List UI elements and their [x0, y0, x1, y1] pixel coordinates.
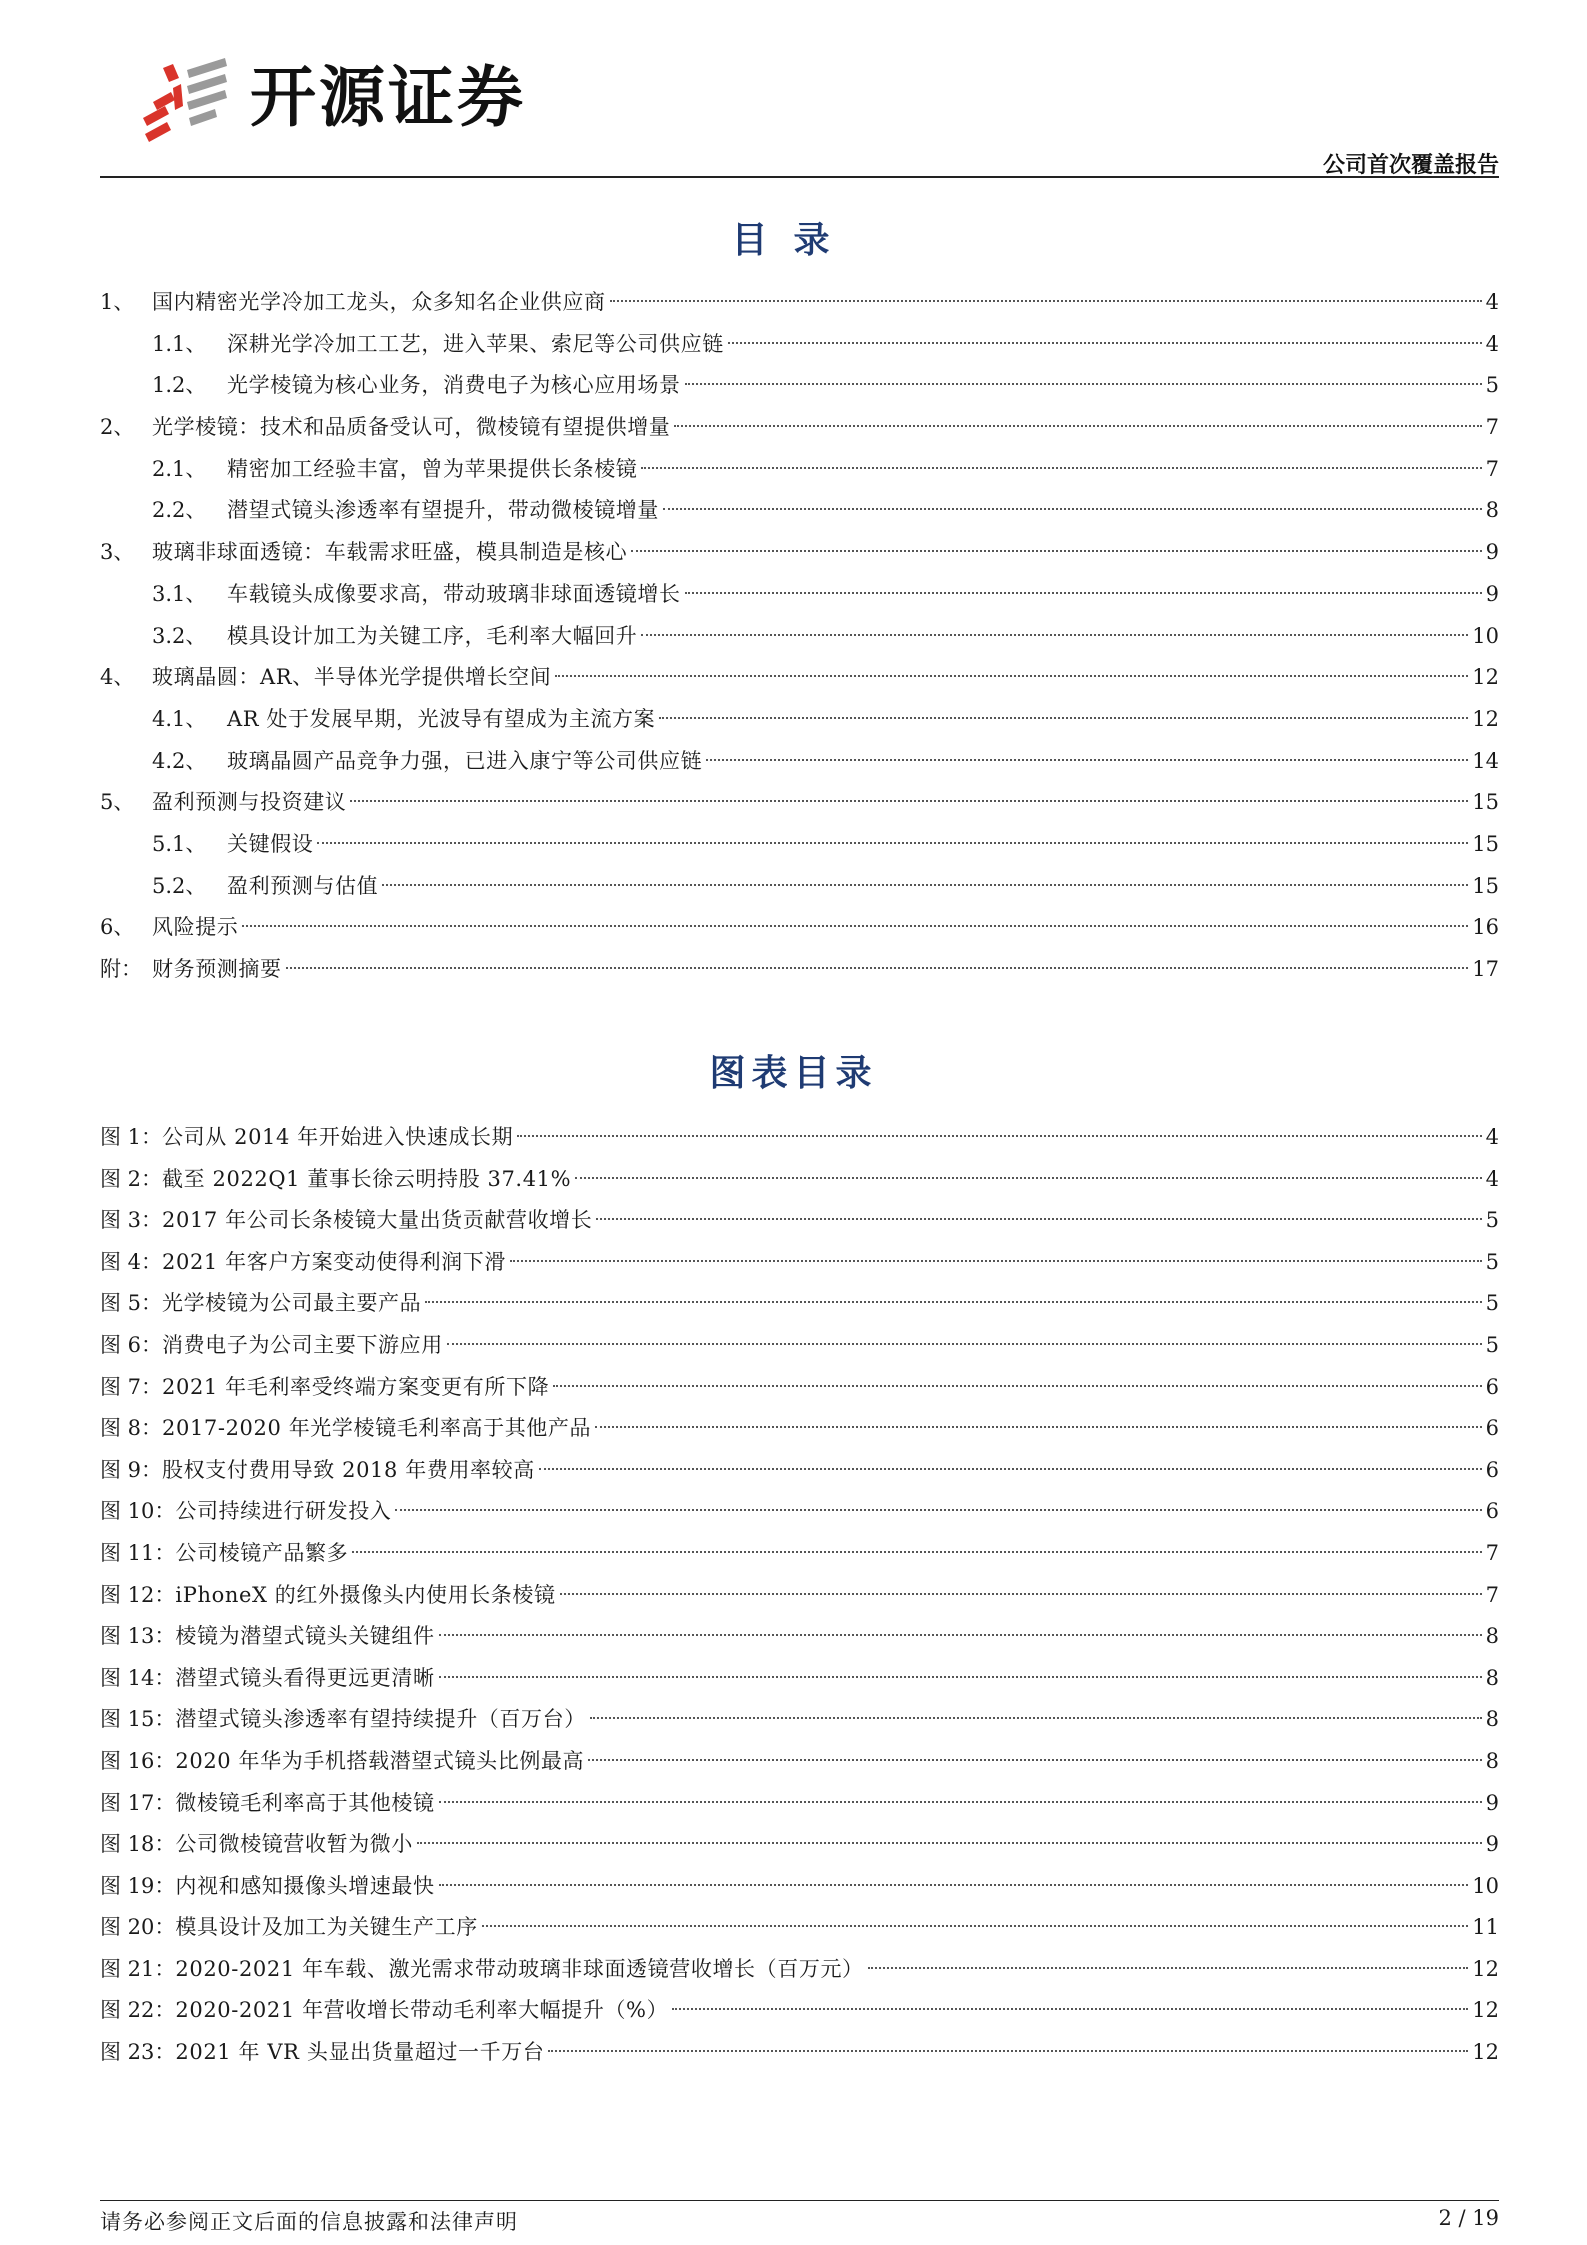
dot-leader [706, 759, 1468, 761]
entry-title: 棱镜为潜望式镜头关键组件 [175, 1624, 435, 1649]
entry-number: 3.1、 [152, 581, 207, 606]
entry-number: 5、 [100, 790, 135, 815]
dot-leader [539, 1468, 1482, 1470]
entry-title: 财务预测摘要 [152, 957, 282, 981]
entry-title: 公司棱镜产品繁多 [175, 1540, 349, 1565]
entry-number: 图 20： [100, 1915, 176, 1940]
toc-entry[interactable] [100, 824, 1499, 866]
entry-page-number: 12 [1472, 1998, 1499, 2023]
dot-leader [395, 1509, 1481, 1511]
dot-leader [439, 1634, 1482, 1636]
entry-number: 附： [100, 957, 142, 981]
toc-entry[interactable] [100, 574, 1499, 616]
toc-entry[interactable] [100, 449, 1499, 491]
footer-divider [100, 2200, 1499, 2201]
toc-entry[interactable] [100, 365, 1499, 407]
entry-title: 潜望式镜头渗透率有望持续提升（百万台） [175, 1707, 586, 1732]
table-of-contents [100, 282, 1499, 991]
dot-leader [517, 1135, 1481, 1137]
entry-page-number: 9 [1485, 1790, 1499, 1815]
entry-page-number: 5 [1485, 1249, 1499, 1274]
dot-leader [588, 1759, 1482, 1761]
entry-title: 盈利预测与投资建议 [152, 790, 347, 815]
toc-entry[interactable] [100, 782, 1499, 824]
entry-number: 1.2、 [152, 373, 207, 398]
dot-leader [596, 1218, 1481, 1220]
figure-entry[interactable] [100, 1159, 1499, 1201]
dot-leader [350, 800, 1468, 802]
entry-title: 盈利预测与估值 [227, 873, 379, 898]
page-header [0, 0, 1587, 180]
entry-number: 图 14： [100, 1665, 176, 1690]
entry-number: 图 3： [100, 1208, 163, 1233]
entry-number: 图 6： [100, 1332, 163, 1357]
entry-page-number: 4 [1485, 1125, 1499, 1149]
entry-number: 图 8： [100, 1416, 163, 1441]
toc-entry[interactable] [100, 699, 1499, 741]
entry-page-number: 12 [1472, 1956, 1499, 1981]
entry-title: 2021 年 VR 头显出货量超过一千万台 [175, 2040, 545, 2065]
entry-number: 4.1、 [152, 706, 207, 731]
dot-leader [641, 467, 1481, 469]
entry-page-number: 17 [1472, 957, 1499, 981]
toc-entry[interactable] [100, 657, 1499, 699]
entry-page-number: 7 [1485, 415, 1499, 440]
entry-title: 玻璃晶圆：AR、半导体光学提供增长空间 [152, 665, 552, 690]
entry-number: 5.2、 [152, 873, 207, 898]
figure-entry[interactable] [100, 1575, 1499, 1617]
entry-page-number: 9 [1485, 581, 1499, 606]
entry-page-number: 4 [1485, 331, 1499, 356]
dot-leader [659, 717, 1468, 719]
entry-title: 股权支付费用导致 2018 年费用率较高 [162, 1457, 535, 1482]
figure-entry[interactable] [100, 1741, 1499, 1783]
entry-title: 内视和感知摄像头增速最快 [175, 1873, 435, 1898]
entry-page-number: 15 [1472, 831, 1499, 856]
dot-leader [728, 342, 1482, 344]
dot-leader [555, 675, 1468, 677]
brand-name: 开源证券 [250, 59, 526, 136]
entry-page-number: 7 [1485, 1540, 1499, 1565]
entry-page-number: 10 [1472, 1873, 1499, 1898]
entry-number: 图 11： [100, 1540, 176, 1565]
entry-number: 1、 [100, 290, 135, 314]
toc-entry[interactable] [100, 282, 1499, 324]
entry-number: 图 2： [100, 1166, 163, 1191]
entry-title: 截至 2022Q1 董事长徐云明持股 37.41% [162, 1166, 572, 1191]
figure-entry[interactable] [100, 1866, 1499, 1908]
entry-title: 公司微棱镜营收暂为微小 [175, 1832, 414, 1857]
toc-entry[interactable] [100, 532, 1499, 574]
entry-title: 公司从 2014 年开始进入快速成长期 [162, 1125, 514, 1149]
entry-page-number: 8 [1485, 1624, 1499, 1649]
entry-page-number: 6 [1485, 1499, 1499, 1524]
entry-title: 2020-2021 年车载、激光需求带动玻璃非球面透镜营收增长（百万元） [175, 1956, 864, 1981]
dot-leader [595, 1426, 1482, 1428]
figure-entry[interactable] [100, 1949, 1499, 1991]
page-number: 2 / 19 [1438, 2206, 1499, 2230]
entry-page-number: 7 [1485, 456, 1499, 481]
figure-entry[interactable] [100, 1325, 1499, 1367]
entry-page-number: 12 [1472, 665, 1499, 690]
dot-leader [482, 1925, 1468, 1927]
entry-number: 图 23： [100, 2040, 176, 2065]
entry-number: 6、 [100, 915, 135, 940]
dot-leader [382, 884, 1468, 886]
entry-number: 2、 [100, 415, 135, 440]
entry-title: AR 处于发展早期，光波导有望成为主流方案 [227, 706, 656, 731]
entry-page-number: 6 [1485, 1457, 1499, 1482]
entry-number: 3.2、 [152, 623, 207, 648]
toc-entry[interactable] [100, 324, 1499, 366]
entry-number: 2.1、 [152, 456, 207, 481]
entry-page-number: 9 [1485, 1832, 1499, 1857]
entry-page-number: 8 [1485, 1707, 1499, 1732]
entry-number: 图 1： [100, 1125, 163, 1149]
figure-entry[interactable] [100, 1367, 1499, 1409]
dot-leader [286, 967, 1469, 969]
figure-entry[interactable] [100, 1616, 1499, 1658]
entry-page-number: 14 [1472, 748, 1499, 773]
entry-title: 2020-2021 年营收增长带动毛利率大幅提升（%） [175, 1998, 669, 2023]
kaiyuan-logo-icon [135, 58, 235, 143]
dot-leader [663, 508, 1482, 510]
figure-entry[interactable] [100, 1242, 1499, 1284]
toc-entry[interactable] [100, 616, 1499, 658]
entry-number: 图 19： [100, 1873, 176, 1898]
figure-entry[interactable] [100, 2032, 1499, 2074]
entry-page-number: 8 [1485, 498, 1499, 523]
report-type-label: 公司首次覆盖报告 [1322, 153, 1499, 178]
entry-number: 图 12： [100, 1582, 176, 1607]
entry-title: 深耕光学冷加工工艺，进入苹果、索尼等公司供应链 [227, 331, 724, 356]
entry-page-number: 5 [1485, 1291, 1499, 1316]
dot-leader [439, 1676, 1482, 1678]
dot-leader [590, 1717, 1482, 1719]
figure-entry[interactable] [100, 1283, 1499, 1325]
dot-leader [641, 634, 1468, 636]
dot-leader [317, 842, 1468, 844]
dot-leader [548, 2050, 1468, 2052]
dot-leader [510, 1260, 1482, 1262]
entry-number: 图 17： [100, 1790, 176, 1815]
entry-page-number: 8 [1485, 1748, 1499, 1773]
entry-title: 车载镜头成像要求高，带动玻璃非球面透镜增长 [227, 581, 681, 606]
entry-number: 图 15： [100, 1707, 176, 1732]
entry-number: 图 13： [100, 1624, 176, 1649]
entry-page-number: 9 [1485, 540, 1499, 565]
figure-entry[interactable] [100, 1450, 1499, 1492]
entry-number: 5.1、 [152, 831, 207, 856]
entry-title: 光学棱镜：技术和品质备受认可，微棱镜有望提供增量 [152, 415, 671, 440]
figure-entry[interactable] [100, 1907, 1499, 1949]
dot-leader [553, 1385, 1481, 1387]
entry-number: 图 5： [100, 1291, 163, 1316]
dot-leader [575, 1177, 1481, 1179]
entry-title: 光学棱镜为核心业务，消费电子为核心应用场景 [227, 373, 681, 398]
dot-leader [425, 1301, 1481, 1303]
toc-entry[interactable] [100, 407, 1499, 449]
entry-title: 模具设计及加工为关键生产工序 [175, 1915, 478, 1940]
dot-leader [685, 383, 1482, 385]
figure-entry[interactable] [100, 1783, 1499, 1825]
dot-leader [868, 1967, 1469, 1969]
toc-entry[interactable] [100, 949, 1499, 991]
entry-title: 玻璃晶圆产品竞争力强，已进入康宁等公司供应链 [227, 748, 703, 773]
entry-page-number: 4 [1485, 1166, 1499, 1191]
entry-title: 风险提示 [152, 915, 239, 940]
entry-number: 3、 [100, 540, 135, 565]
dot-leader [439, 1801, 1482, 1803]
entry-number: 图 16： [100, 1748, 176, 1773]
entry-title: 公司持续进行研发投入 [175, 1499, 392, 1524]
entry-title: 2017 年公司长条棱镜大量出货贡献营收增长 [162, 1208, 593, 1233]
figure-entry[interactable] [100, 1408, 1499, 1450]
dot-leader [417, 1842, 1482, 1844]
entry-number: 2.2、 [152, 498, 207, 523]
entry-page-number: 16 [1472, 915, 1499, 940]
entry-number: 1.1、 [152, 331, 207, 356]
figure-entry[interactable] [100, 1491, 1499, 1533]
figure-entry[interactable] [100, 1200, 1499, 1242]
toc-entry[interactable] [100, 866, 1499, 908]
entry-page-number: 15 [1472, 790, 1499, 815]
entry-number: 图 7： [100, 1374, 163, 1399]
entry-page-number: 5 [1485, 1208, 1499, 1233]
entry-page-number: 12 [1472, 706, 1499, 731]
entry-page-number: 7 [1485, 1582, 1499, 1607]
entry-title: 2021 年客户方案变动使得利润下滑 [162, 1249, 506, 1274]
figure-entry[interactable] [100, 1658, 1499, 1700]
entry-number: 图 22： [100, 1998, 176, 2023]
dot-leader [439, 1884, 1469, 1886]
entry-title: 微棱镜毛利率高于其他棱镜 [175, 1790, 435, 1815]
entry-page-number: 12 [1472, 2040, 1499, 2065]
entry-page-number: 4 [1485, 290, 1499, 314]
dot-leader [610, 300, 1482, 302]
entry-number: 4、 [100, 665, 135, 690]
entry-title: 光学棱镜为公司最主要产品 [162, 1291, 422, 1316]
figure-list-title: 图表目录 [709, 1052, 878, 1094]
figure-list [100, 1117, 1499, 2074]
entry-number: 图 18： [100, 1832, 176, 1857]
entry-title: 国内精密光学冷加工龙头，众多知名企业供应商 [152, 290, 606, 314]
entry-number: 图 21： [100, 1956, 176, 1981]
toc-entry[interactable] [100, 490, 1499, 532]
entry-page-number: 8 [1485, 1665, 1499, 1690]
entry-title: 潜望式镜头渗透率有望提升，带动微棱镜增量 [227, 498, 659, 523]
figure-entry[interactable] [100, 1699, 1499, 1741]
figure-entry[interactable] [100, 1990, 1499, 2032]
dot-leader [242, 925, 1468, 927]
entry-number: 图 9： [100, 1457, 163, 1482]
footer-disclaimer: 请务必参阅正文后面的信息披露和法律声明 [100, 2210, 518, 2234]
toc-title: 目录 [731, 219, 856, 261]
entry-title: iPhoneX 的红外摄像头内使用长条棱镜 [175, 1582, 556, 1607]
dot-leader [685, 592, 1482, 594]
entry-title: 精密加工经验丰富，曾为苹果提供长条棱镜 [227, 456, 638, 481]
entry-title: 玻璃非球面透镜：车载需求旺盛，模具制造是核心 [152, 540, 628, 565]
dot-leader [447, 1343, 1482, 1345]
header-divider [100, 176, 1499, 178]
figure-entry[interactable] [100, 1824, 1499, 1866]
dot-leader [631, 550, 1481, 552]
entry-title: 2021 年毛利率受终端方案变更有所下降 [162, 1374, 550, 1399]
entry-page-number: 11 [1472, 1915, 1499, 1940]
entry-title: 潜望式镜头看得更远更清晰 [175, 1665, 435, 1690]
dot-leader [674, 425, 1481, 427]
entry-title: 消费电子为公司主要下游应用 [162, 1332, 443, 1357]
dot-leader [560, 1593, 1482, 1595]
toc-entry[interactable] [100, 907, 1499, 949]
figure-entry[interactable] [100, 1117, 1499, 1159]
figure-entry[interactable] [100, 1533, 1499, 1575]
entry-number: 4.2、 [152, 748, 207, 773]
toc-entry[interactable] [100, 741, 1499, 783]
entry-number: 图 10： [100, 1499, 176, 1524]
dot-leader [672, 2008, 1468, 2010]
entry-number: 图 4： [100, 1249, 163, 1274]
entry-title: 关键假设 [227, 831, 314, 856]
entry-page-number: 5 [1485, 373, 1499, 398]
entry-page-number: 5 [1485, 1332, 1499, 1357]
entry-title: 2020 年华为手机搭载潜望式镜头比例最高 [175, 1748, 585, 1773]
entry-title: 模具设计加工为关键工序，毛利率大幅回升 [227, 623, 638, 648]
entry-page-number: 6 [1485, 1374, 1499, 1399]
dot-leader [352, 1551, 1481, 1553]
entry-title: 2017-2020 年光学棱镜毛利率高于其他产品 [162, 1416, 592, 1441]
entry-page-number: 10 [1472, 623, 1499, 648]
entry-page-number: 15 [1472, 873, 1499, 898]
entry-page-number: 6 [1485, 1416, 1499, 1441]
